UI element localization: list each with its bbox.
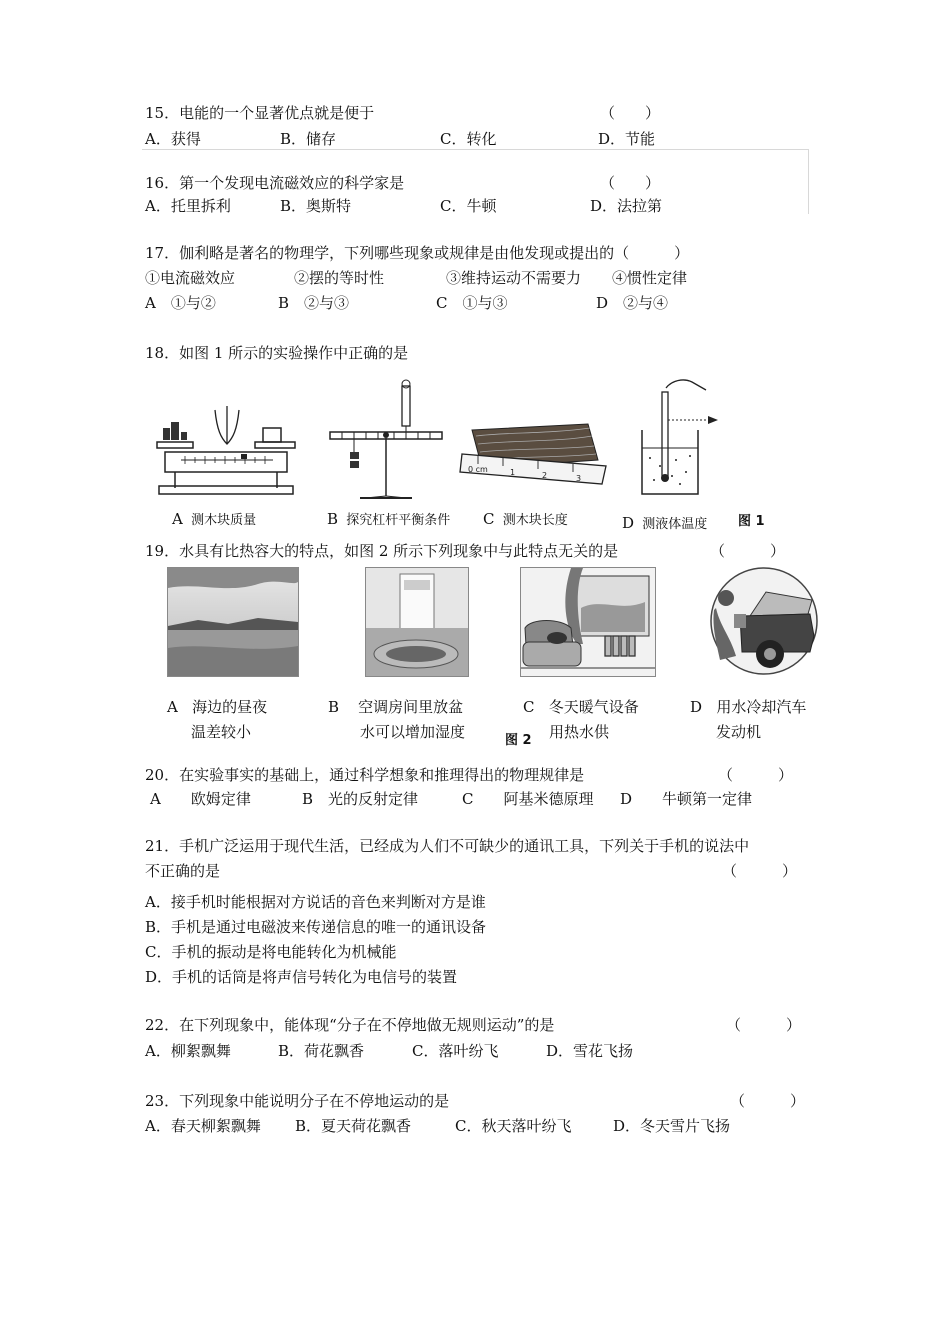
q16-option-b: B．奥斯特 — [280, 197, 352, 215]
q16-option-a: A．托里拆利 — [145, 197, 231, 215]
q15-option-d: D．节能 — [598, 130, 656, 148]
q22-option-c: C．落叶纷飞 — [412, 1042, 499, 1060]
q17-option-c: C ①与③ — [436, 294, 508, 312]
q15-answer-paren: （ ） — [600, 104, 661, 122]
fig2-caption-a-line1: A 海边的昼夜 — [167, 698, 268, 716]
balance-scale-icon — [155, 400, 300, 498]
fig1-caption-d: D 测液体温度 — [622, 514, 708, 532]
q16-option-c: C．牛顿 — [440, 197, 497, 215]
fig1-caption-c: C 测木块长度 — [483, 510, 568, 528]
q17-item-4: ④惯性定律 — [612, 269, 688, 287]
q15-option-c: C．转化 — [440, 130, 497, 148]
figure-2-label: 图 2 — [505, 733, 532, 748]
radiator-room-photo — [520, 567, 656, 677]
q16-stem: 16．第一个发现电流磁效应的科学家是 — [145, 174, 405, 192]
fig2-caption-d-line1: D 用水冷却汽车 — [690, 698, 807, 716]
svg-text:1: 1 — [510, 468, 516, 477]
q22-option-b: B．荷花飘香 — [278, 1042, 365, 1060]
q20-option-a: A 欧姆定律 — [150, 790, 251, 808]
q22-option-d: D．雪花飞扬 — [546, 1042, 634, 1060]
q21-option-c: C．手机的振动是将电能转化为机械能 — [145, 943, 397, 961]
q21-option-a: A．接手机时能根据对方说话的音色来判断对方是谁 — [145, 893, 486, 911]
svg-text:2: 2 — [542, 471, 548, 480]
q15-option-a: A．获得 — [145, 130, 201, 148]
thermometer-beaker-icon — [636, 376, 726, 502]
fig2-caption-b-line1: B 空调房间里放盆 — [328, 698, 464, 716]
q15-option-b: B．储存 — [280, 130, 337, 148]
svg-text:0 cm: 0 cm — [468, 465, 488, 474]
fig1-caption-b: B 探究杠杆平衡条件 — [327, 510, 451, 528]
q20-stem: 20．在实验事实的基础上，通过科学想象和推理得出的物理规律是 — [145, 766, 585, 784]
q20-option-b: B 光的反射定律 — [302, 790, 419, 808]
fig2-caption-c-line2: 用热水供 — [549, 723, 610, 741]
q16-answer-paren: （ ） — [600, 174, 661, 192]
q23-answer-paren: （ ） — [730, 1092, 806, 1110]
q21-stem-line1: 21．手机广泛运用于现代生活，已经成为人们不可缺少的通讯工具，下列关于手机的说法中 — [145, 837, 750, 855]
q20-option-c: C 阿基米德原理 — [462, 790, 594, 808]
q22-option-a: A．柳絮飘舞 — [145, 1042, 231, 1060]
q23-stem: 23．下列现象中能说明分子在不停地运动的是 — [145, 1092, 450, 1110]
q17-stem: 17．伽利略是著名的物理学，下列哪些现象或规律是由他发现或提出的（ ） — [145, 244, 690, 262]
q17-option-d: D ②与④ — [596, 294, 669, 312]
seaside-photo — [167, 567, 299, 677]
fig1-caption-a: A 测木块质量 — [172, 510, 257, 528]
fig2-caption-c-line1: C 冬天暖气设备 — [523, 698, 639, 716]
q17-option-a: A ①与② — [145, 294, 216, 312]
figure-1-label: 图 1 — [738, 514, 765, 529]
q20-answer-paren: （ ） — [718, 766, 794, 784]
q23-option-b: B．夏天荷花飘香 — [295, 1117, 412, 1135]
q23-option-c: C．秋天落叶纷飞 — [455, 1117, 572, 1135]
q16-option-d: D．法拉第 — [590, 197, 663, 215]
fig2-caption-d-line2: 发动机 — [716, 723, 762, 741]
q19-answer-paren: （ ） — [710, 542, 786, 560]
q21-answer-paren: （ ） — [722, 862, 798, 880]
q17-item-1: ①电流磁效应 — [145, 269, 236, 287]
fig2-caption-a-line2: 温差较小 — [191, 723, 252, 741]
q17-option-b: B ②与③ — [278, 294, 350, 312]
fig2-caption-b-line2: 水可以增加湿度 — [360, 723, 466, 741]
q17-item-2: ②摆的等时性 — [294, 269, 385, 287]
q21-stem-line2: 不正确的是 — [145, 862, 221, 880]
lever-stand-icon — [322, 378, 452, 506]
q20-option-d: D 牛顿第一定律 — [620, 790, 753, 808]
q22-stem: 22．在下列现象中，能体现“分子在不停地做无规则运动”的是 — [145, 1016, 555, 1034]
car-engine-photo — [706, 566, 822, 676]
q23-option-a: A．春天柳絮飘舞 — [145, 1117, 261, 1135]
q22-answer-paren: （ ） — [726, 1016, 802, 1034]
q21-option-d: D．手机的话筒是将声信号转化为电信号的装置 — [145, 968, 458, 986]
q19-stem: 19．水具有比热容大的特点，如图 2 所示下列现象中与此特点无关的是 — [145, 542, 619, 560]
q18-stem: 18．如图 1 所示的实验操作中正确的是 — [145, 344, 409, 362]
q17-item-3: ③维持运动不需要力 — [446, 269, 582, 287]
q21-option-b: B．手机是通过电磁波来传递信息的唯一的通讯设备 — [145, 918, 487, 936]
q15-stem: 15．电能的一个显著优点就是便于 — [145, 104, 375, 122]
air-conditioner-photo — [365, 567, 469, 677]
svg-text:3: 3 — [576, 474, 582, 483]
q23-option-d: D．冬天雪片飞扬 — [613, 1117, 731, 1135]
ruler-wood-block-icon — [458, 420, 614, 500]
